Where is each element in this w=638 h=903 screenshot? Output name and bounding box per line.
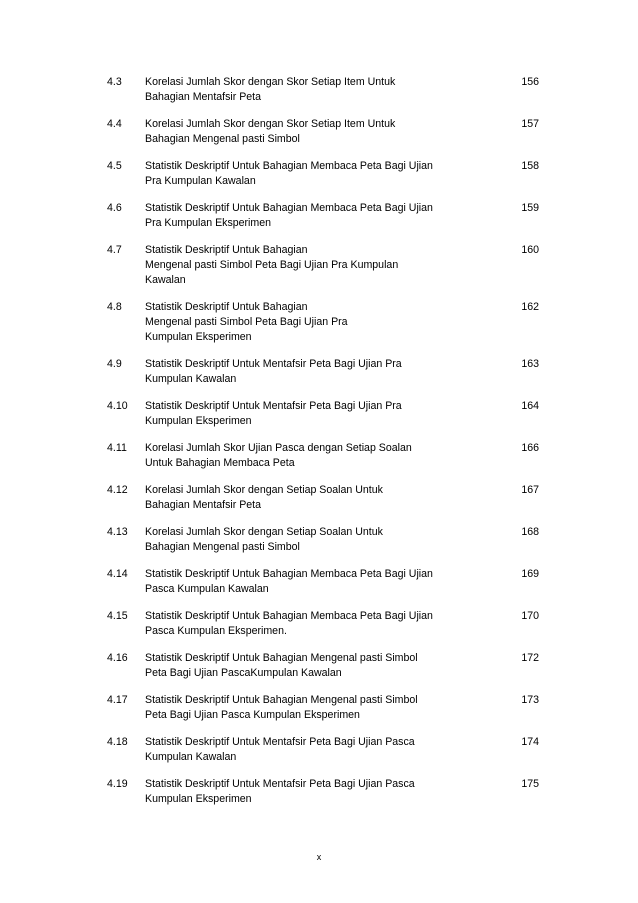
entry-page-number: 164 [521, 400, 539, 412]
entry-title [145, 357, 475, 387]
toc-entry [107, 777, 539, 807]
entry-number: 4.4 [107, 118, 122, 130]
entry-title-line: Pra Kumpulan Eksperimen [145, 217, 272, 229]
entry-number: 4.9 [107, 358, 122, 370]
entry-title-line: Korelasi Jumlah Skor dengan Setiap Soalan Untuk [145, 484, 383, 496]
toc-entry [107, 609, 539, 639]
entry-title [145, 159, 475, 189]
entry-title-line: Statistik Deskriptif Untuk Mentafsir Peta Bagi Ujian Pasca [145, 778, 415, 790]
entry-number: 4.17 [107, 694, 128, 706]
entry-title-line: Peta Bagi Ujian PascaKumpulan Kawalan [145, 667, 342, 679]
entry-title-line: Statistik Deskriptif Untuk Mentafsir Peta Bagi Ujian Pasca [145, 736, 415, 748]
entry-number: 4.16 [107, 652, 128, 664]
entry-title-line: Statistik Deskriptif Untuk Bahagian [145, 301, 308, 313]
toc-entry [107, 567, 539, 597]
entry-number: 4.15 [107, 610, 128, 622]
toc-entry [107, 735, 539, 765]
entry-title [145, 567, 475, 597]
entry-title-line: Kumpulan Eksperimen [145, 331, 252, 343]
entry-title-line: Korelasi Jumlah Skor Ujian Pasca dengan Setiap Soalan [145, 442, 412, 454]
toc-entry [107, 483, 539, 513]
table-of-contents [107, 75, 539, 819]
entry-number: 4.18 [107, 736, 128, 748]
entry-title-line: Untuk Bahagian Membaca Peta [145, 457, 295, 469]
entry-title-line: Kumpulan Kawalan [145, 751, 237, 763]
entry-number: 4.7 [107, 244, 122, 256]
entry-title [145, 243, 475, 288]
entry-title [145, 651, 475, 681]
entry-page-number: 160 [521, 244, 539, 256]
entry-title-line: Mengenal pasti Simbol Peta Bagi Ujian Pra [145, 316, 348, 328]
entry-title [145, 399, 475, 429]
toc-entry [107, 117, 539, 147]
entry-number: 4.19 [107, 778, 128, 790]
entry-page-number: 174 [521, 736, 539, 748]
entry-title-line: Statistik Deskriptif Untuk Mentafsir Peta Bagi Ujian Pra [145, 358, 402, 370]
toc-entry [107, 357, 539, 387]
entry-title-line: Bahagian Mentafsir Peta [145, 499, 262, 511]
entry-title-line: Statistik Deskriptif Untuk Bahagian [145, 244, 308, 256]
entry-title [145, 75, 475, 105]
entry-page-number: 168 [521, 526, 539, 538]
toc-entry [107, 441, 539, 471]
toc-entry [107, 243, 539, 288]
entry-title-line: Bahagian Mengenal pasti Simbol [145, 541, 300, 553]
entry-number: 4.12 [107, 484, 128, 496]
entry-title-line: Statistik Deskriptif Untuk Bahagian Mengenal pasti Simbol [145, 694, 418, 706]
entry-page-number: 163 [521, 358, 539, 370]
page-number: x [316, 852, 322, 862]
entry-title [145, 441, 475, 471]
entry-page-number: 159 [521, 202, 539, 214]
entry-title-line: Pra Kumpulan Kawalan [145, 175, 256, 187]
entry-title [145, 483, 475, 513]
entry-page-number: 170 [521, 610, 539, 622]
entry-title-line: Bahagian Mentafsir Peta [145, 91, 262, 103]
entry-page-number: 156 [521, 76, 539, 88]
entry-title-line: Pasca Kumpulan Kawalan [145, 583, 269, 595]
entry-page-number: 175 [521, 778, 539, 790]
entry-page-number: 169 [521, 568, 539, 580]
entry-title-line: Statistik Deskriptif Untuk Bahagian Membaca Peta Bagi Ujian [145, 568, 433, 580]
toc-entry [107, 525, 539, 555]
toc-entry [107, 693, 539, 723]
entry-title-line: Peta Bagi Ujian Pasca Kumpulan Eksperimen [145, 709, 360, 721]
entry-page-number: 172 [521, 652, 539, 664]
entry-title-line: Korelasi Jumlah Skor dengan Skor Setiap Item Untuk [145, 118, 396, 130]
entry-title-line: Kumpulan Eksperimen [145, 415, 252, 427]
entry-page-number: 167 [521, 484, 539, 496]
toc-entry [107, 159, 539, 189]
entry-number: 4.3 [107, 76, 122, 88]
entry-title [145, 735, 475, 765]
entry-title-line: Mengenal pasti Simbol Peta Bagi Ujian Pra Kumpulan [145, 259, 399, 271]
entry-page-number: 173 [521, 694, 539, 706]
entry-title-line: Statistik Deskriptif Untuk Bahagian Membaca Peta Bagi Ujian [145, 610, 433, 622]
entry-number: 4.8 [107, 301, 122, 313]
entry-number: 4.11 [107, 442, 127, 454]
entry-title [145, 525, 475, 555]
entry-title-line: Statistik Deskriptif Untuk Bahagian Mengenal pasti Simbol [145, 652, 418, 664]
entry-number: 4.5 [107, 160, 122, 172]
toc-entry [107, 651, 539, 681]
entry-title-line: Kumpulan Kawalan [145, 373, 237, 385]
entry-title-line: Statistik Deskriptif Untuk Bahagian Membaca Peta Bagi Ujian [145, 202, 433, 214]
entry-number: 4.13 [107, 526, 128, 538]
entry-title-line: Statistik Deskriptif Untuk Mentafsir Peta Bagi Ujian Pra [145, 400, 402, 412]
entry-title [145, 693, 475, 723]
entry-title [145, 609, 475, 639]
entry-title-line: Statistik Deskriptif Untuk Bahagian Membaca Peta Bagi Ujian [145, 160, 433, 172]
toc-entry [107, 201, 539, 231]
entry-title [145, 201, 475, 231]
entry-title-line: Bahagian Mengenal pasti Simbol [145, 133, 300, 145]
entry-page-number: 158 [521, 160, 539, 172]
entry-title-line: Korelasi Jumlah Skor dengan Setiap Soalan Untuk [145, 526, 383, 538]
entry-page-number: 166 [521, 442, 539, 454]
entry-title [145, 117, 475, 147]
entry-title-line: Kumpulan Eksperimen [145, 793, 252, 805]
entry-title-line: Pasca Kumpulan Eksperimen. [145, 625, 287, 637]
entry-number: 4.10 [107, 400, 128, 412]
entry-number: 4.6 [107, 202, 122, 214]
entry-title-line: Korelasi Jumlah Skor dengan Skor Setiap Item Untuk [145, 76, 396, 88]
entry-number: 4.14 [107, 568, 128, 580]
toc-entry [107, 399, 539, 429]
toc-entry [107, 75, 539, 105]
entry-page-number: 157 [521, 118, 539, 130]
entry-title-line: Kawalan [145, 274, 186, 286]
toc-entry [107, 300, 539, 345]
entry-title [145, 777, 475, 807]
entry-page-number: 162 [521, 301, 539, 313]
entry-title [145, 300, 475, 345]
